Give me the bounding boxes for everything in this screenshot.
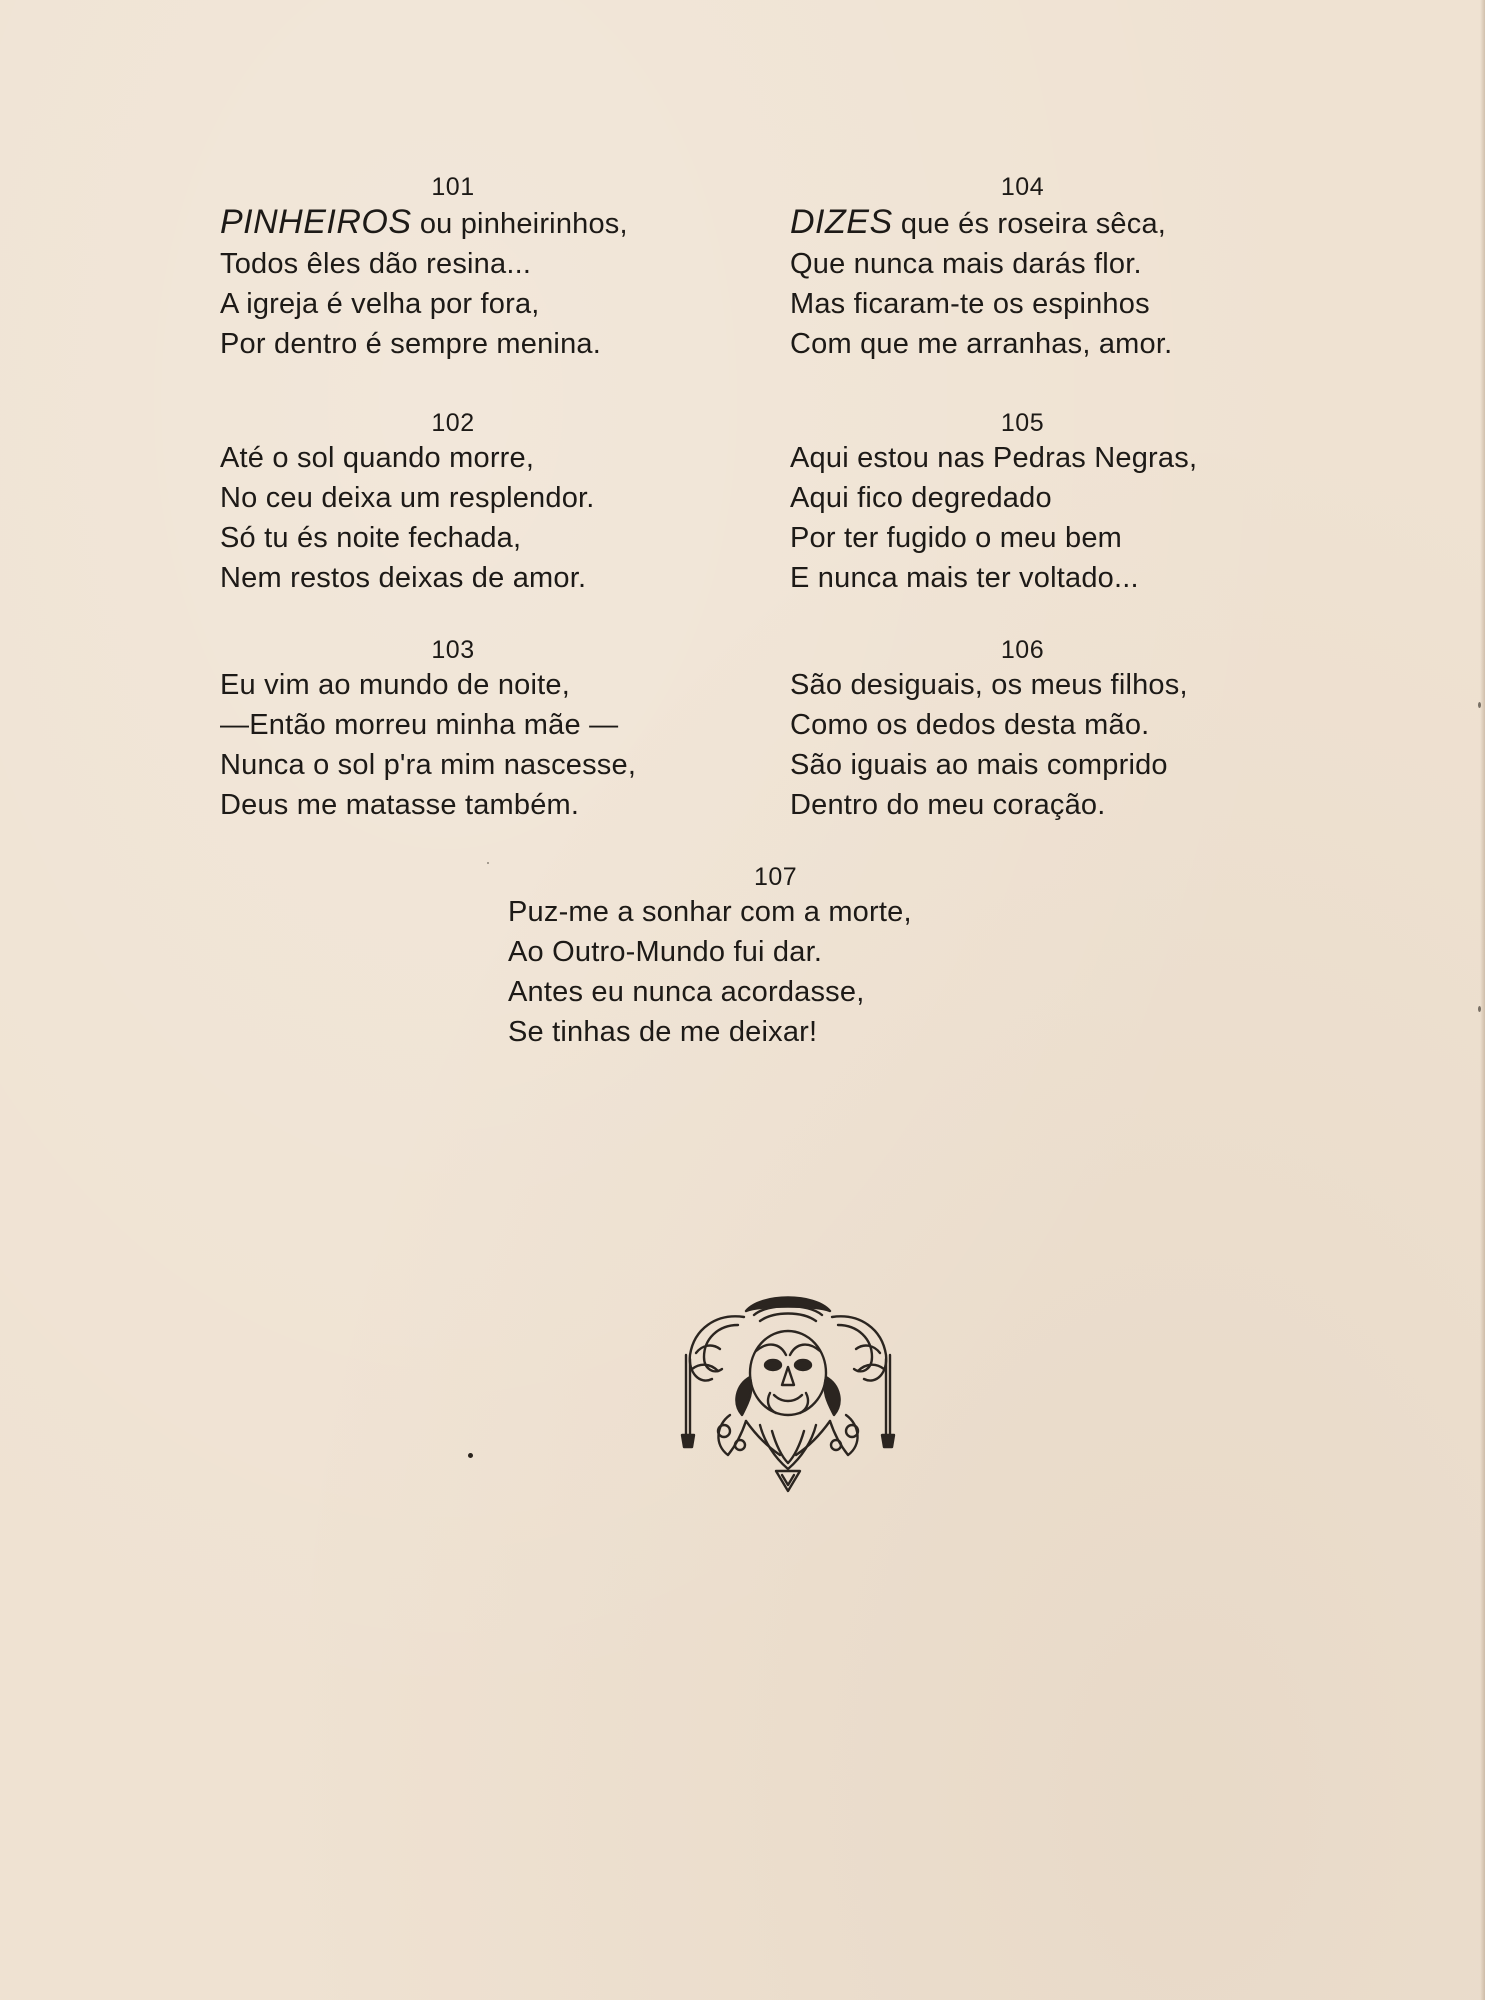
verse-line: E nunca mais ter voltado...	[790, 562, 1139, 594]
paper-speck	[468, 1453, 473, 1458]
stanza-number: 107	[754, 863, 798, 891]
grotesque-mask-ornament-icon	[676, 1285, 900, 1497]
verse-line: Aqui fico degredado	[790, 482, 1052, 514]
verse-line: Puz-me a sonhar com a morte,	[508, 896, 912, 928]
stanza-101	[220, 172, 700, 364]
stanza-number: 105	[1000, 409, 1045, 437]
paper-speck	[487, 862, 489, 864]
verse-line: Nem restos deixas de amor.	[220, 562, 587, 594]
verse-line: Ao Outro-Mundo fui dar.	[508, 936, 823, 968]
stanza-104	[790, 172, 1270, 364]
page-edge-shadow	[1480, 0, 1485, 2000]
stanza-number: 103	[431, 636, 475, 664]
stanza-102	[220, 408, 700, 598]
stanza-lead-word: PINHEIROS	[220, 203, 412, 241]
paper-speck	[1478, 702, 1481, 708]
stanza-number: 106	[1000, 636, 1045, 664]
verse-line: No ceu deixa um resplendor.	[220, 482, 595, 514]
stanza-105	[790, 408, 1270, 598]
verse-line: A igreja é velha por fora,	[220, 288, 540, 320]
verse-line: São iguais ao mais comprido	[790, 749, 1168, 781]
verse-line: Como os dedos desta mão.	[790, 709, 1150, 741]
verse-line	[790, 202, 1270, 244]
stanza-lead-word: DIZES	[790, 203, 893, 241]
verse-line: Aqui estou nas Pedras Negras,	[790, 442, 1198, 474]
stanza-number: 104	[1000, 173, 1045, 201]
verse-line: Que nunca mais darás flor.	[790, 248, 1142, 280]
verse-line: São desiguais, os meus filhos,	[790, 669, 1188, 701]
verse-line: Dentro do meu coração.	[790, 789, 1106, 821]
verse-line: Só tu és noite fechada,	[220, 522, 522, 554]
verse-line: Eu vim ao mundo de noite,	[220, 669, 570, 701]
verse-line: Por dentro é sempre menina.	[220, 328, 601, 360]
verse-line: Mas ficaram-te os espinhos	[790, 288, 1150, 320]
stanza-number: 101	[431, 173, 475, 201]
verse-line: Por ter fugido o meu bem	[790, 522, 1123, 554]
verse-line: Se tinhas de me deixar!	[508, 1016, 818, 1048]
verse-line-rest: que és roseira sêca,	[900, 208, 1167, 240]
verse-line: —Então morreu minha mãe —	[220, 709, 619, 741]
verse-line: Deus me matasse também.	[220, 789, 580, 821]
verse-line-rest: ou pinheirinhos,	[419, 208, 628, 240]
verse-line: Nunca o sol p'ra mim nascesse,	[220, 749, 637, 781]
paper-speck	[1478, 1006, 1481, 1012]
verse-line: Até o sol quando morre,	[220, 442, 535, 474]
stanza-103	[220, 635, 700, 825]
verse-line: Todos êles dão resina...	[220, 248, 532, 280]
stanza-106	[790, 635, 1270, 825]
verse-line: Antes eu nunca acordasse,	[508, 976, 865, 1008]
verse-line: Com que me arranhas, amor.	[790, 328, 1173, 360]
stanza-number: 102	[431, 409, 475, 437]
stanza-107	[508, 862, 948, 1052]
verse-line	[220, 202, 700, 244]
